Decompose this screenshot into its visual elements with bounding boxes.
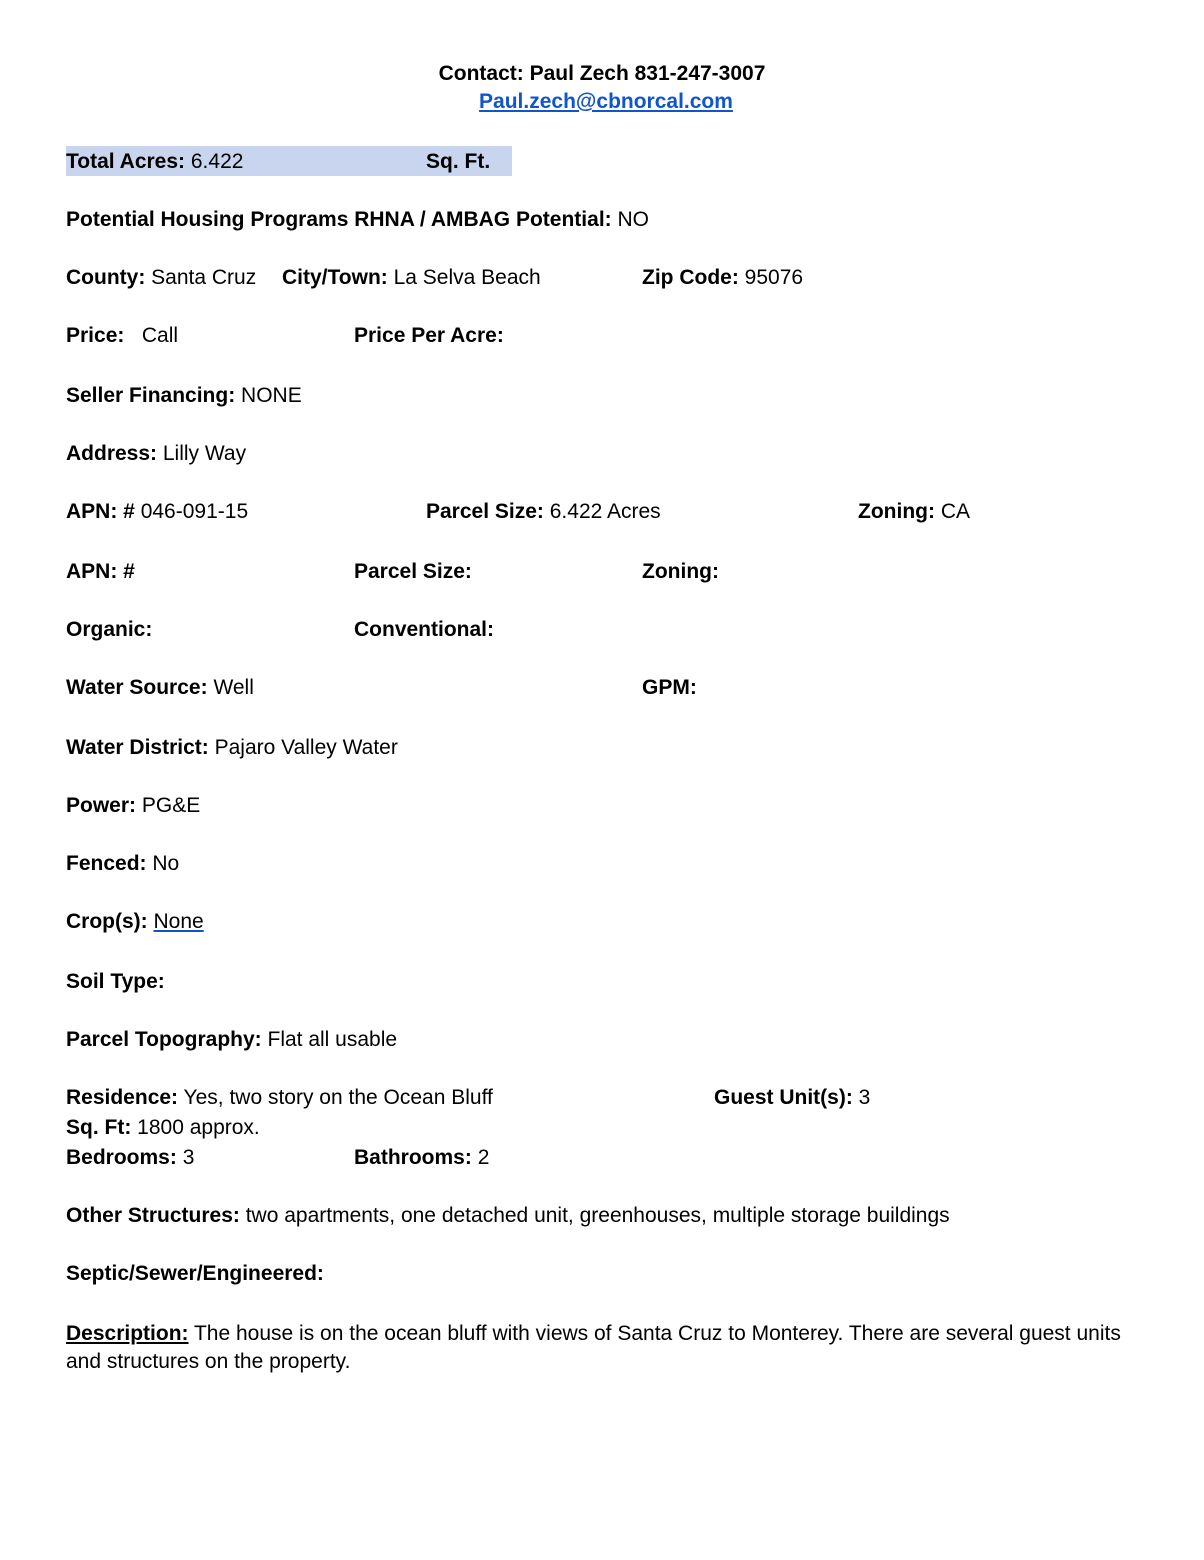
power: Power: PG&E <box>66 794 201 817</box>
septic-sewer: Septic/Sewer/Engineered: <box>66 1262 324 1285</box>
price-per-acre: Price Per Acre: <box>354 324 504 347</box>
guest-units: Guest Unit(s): 3 <box>714 1086 871 1109</box>
zoning-1: Zoning: CA <box>858 500 970 523</box>
contact-email-link[interactable]: Paul.zech@cbnorcal.com <box>479 90 733 113</box>
bathrooms: Bathrooms: 2 <box>354 1146 490 1169</box>
apn-1: APN: # 046-091-15 <box>66 500 249 523</box>
description: Description: The house is on the ocean bluff with views of Santa Cruz to Monterey. There are several guest units and structures on the property. <box>66 1322 1121 1373</box>
conventional: Conventional: <box>354 618 494 641</box>
zoning-2: Zoning: <box>642 560 719 583</box>
price: Price: Call <box>66 324 179 347</box>
residence: Residence: Yes, two story on the Ocean Bluff <box>66 1086 493 1109</box>
fenced: Fenced: No <box>66 852 180 875</box>
organic: Organic: <box>66 618 153 641</box>
housing-potential: Potential Housing Programs RHNA / AMBAG Potential: NO <box>66 208 649 231</box>
city-town: City/Town: La Selva Beach <box>282 266 541 289</box>
seller-financing: Seller Financing: NONE <box>66 384 302 407</box>
contact-line: Contact: Paul Zech 831-247-3007 <box>438 62 766 85</box>
parcel-topography: Parcel Topography: Flat all usable <box>66 1028 398 1051</box>
apn-2: APN: # <box>66 560 135 583</box>
sq-ft-header: Sq. Ft. <box>426 150 491 173</box>
water-district: Water District: Pajaro Valley Water <box>66 736 398 759</box>
crops: Crop(s): None <box>66 910 204 933</box>
total-acres: Total Acres: 6.422 <box>66 150 244 173</box>
crops-value: None <box>153 910 204 933</box>
gpm: GPM: <box>642 676 697 699</box>
county: County: Santa Cruz <box>66 266 257 289</box>
water-source: Water Source: Well <box>66 676 254 699</box>
bedrooms: Bedrooms: 3 <box>66 1146 195 1169</box>
parcel-size-2: Parcel Size: <box>354 560 472 583</box>
zip-code: Zip Code: 95076 <box>642 266 804 289</box>
residence-sq-ft: Sq. Ft: 1800 approx. <box>66 1116 260 1139</box>
other-structures: Other Structures: two apartments, one detached unit, greenhouses, multiple storage buildings <box>66 1204 950 1227</box>
parcel-size-1: Parcel Size: 6.422 Acres <box>426 500 661 523</box>
address: Address: Lilly Way <box>66 442 247 465</box>
contact-email-row <box>0 88 1204 116</box>
soil-type: Soil Type: <box>66 970 165 993</box>
